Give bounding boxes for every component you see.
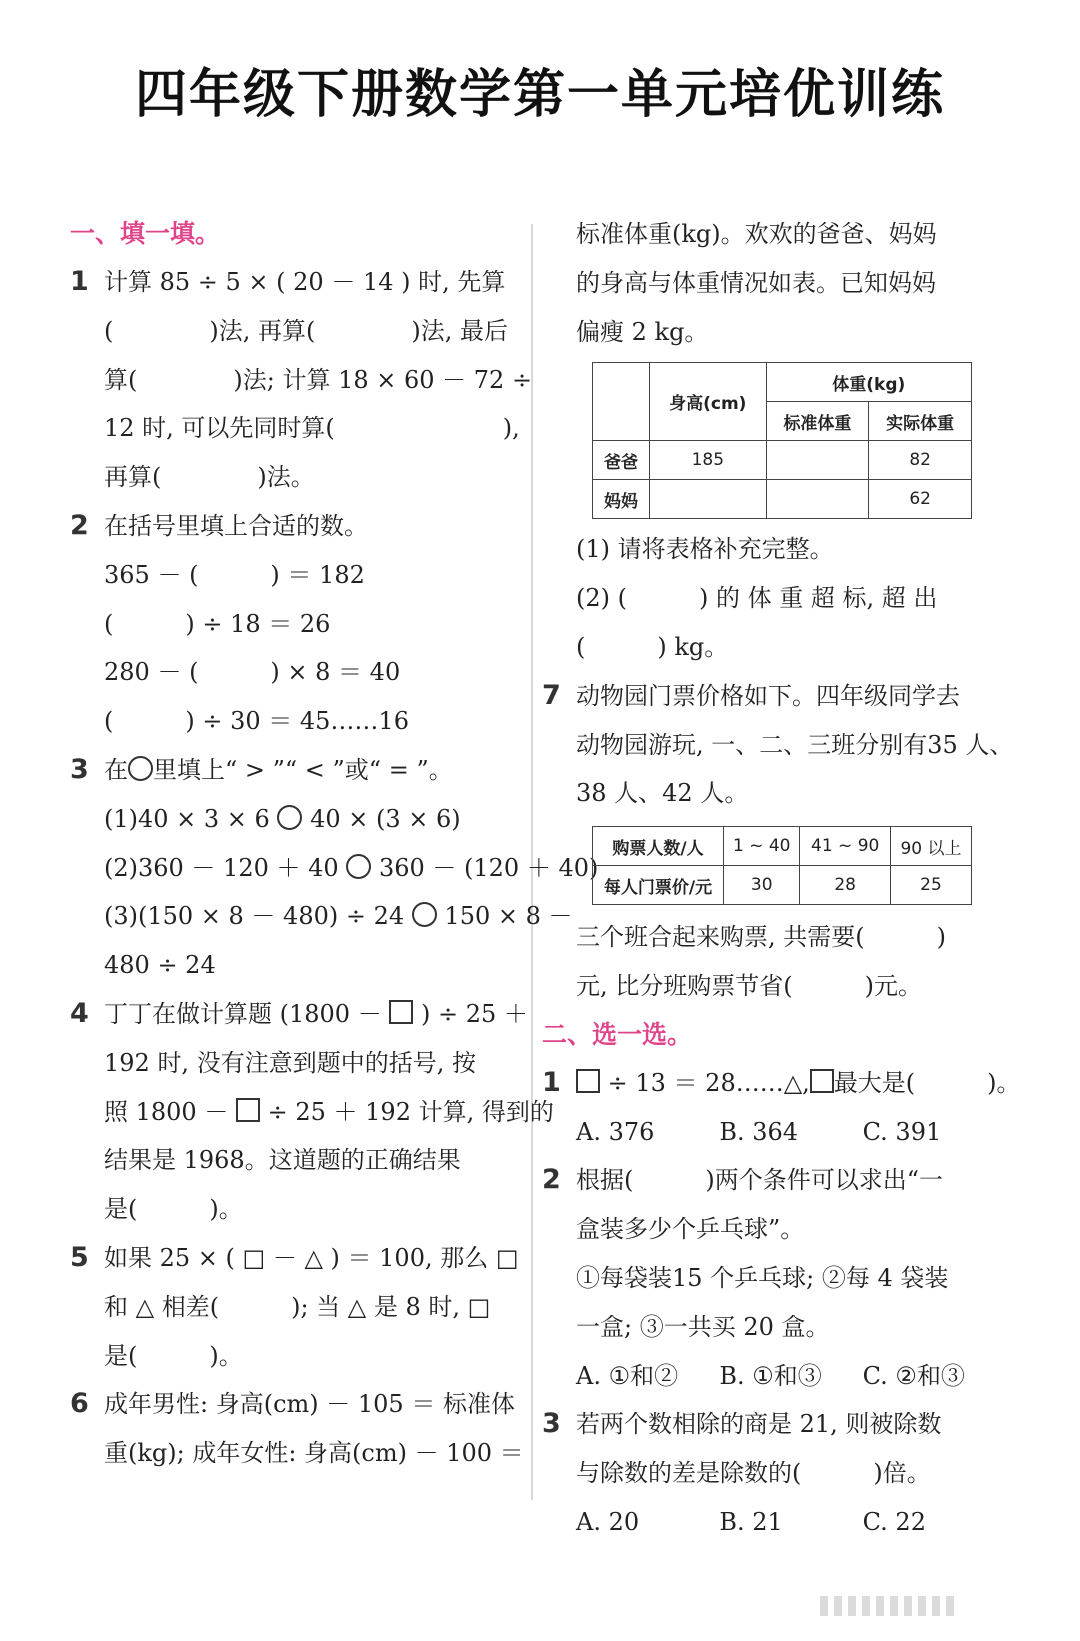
question-number: 2	[70, 509, 89, 541]
question-text: 计算 85 ÷ 5 × ( 20 － 14 ) 时, 先算	[104, 268, 506, 296]
question-text: 三个班合起来购票, 共需要( )	[576, 923, 946, 952]
question-text: 重(kg); 成年女性: 身高(cm) － 100 ＝	[104, 1439, 524, 1468]
question-text: 成年男性: 身高(cm) － 105 ＝ 标准体	[104, 1390, 515, 1419]
table-row	[593, 866, 972, 905]
question-text: ( )法, 再算( )法, 最后	[104, 316, 508, 345]
question-5	[70, 1234, 520, 1283]
question-text: 和 △ 相差( ); 当 △ 是 8 时, □	[104, 1292, 491, 1321]
table-cell	[593, 363, 650, 441]
table-header: 身高(cm)	[650, 363, 767, 441]
question-text: 最大是( )。	[833, 1068, 1021, 1097]
table-cell: 62	[869, 480, 972, 519]
question-number: 1	[542, 1066, 561, 1098]
option-a: A. 376	[576, 1117, 655, 1146]
option-c: C. 391	[862, 1117, 942, 1146]
table-cell	[766, 480, 869, 519]
table-row	[593, 441, 972, 480]
question-number: 1	[70, 266, 89, 297]
equation-line: ( ) ÷ 30 ＝ 45……16	[104, 707, 409, 736]
option-a: A. ①和②	[576, 1361, 679, 1390]
question-text: 38 人、42 人。	[576, 779, 749, 808]
question-3	[70, 746, 520, 795]
question-text: ①每袋装15 个乒乓球; ②每 4 袋装	[576, 1263, 949, 1292]
sub-question: ( ) kg。	[576, 632, 729, 661]
table-row	[593, 480, 972, 519]
choice-question-2	[542, 1156, 1006, 1205]
table-cell: 30	[724, 866, 800, 905]
compare-item	[70, 795, 520, 844]
compare-right: 40 × (3 × 6)	[310, 804, 461, 833]
circle-blank-icon	[277, 805, 302, 830]
question-text: ÷ 25 ＋ 192 计算, 得到的	[267, 1097, 554, 1126]
table-cell: 90 以上	[890, 827, 971, 866]
table-header: 购票人数/人	[593, 827, 724, 866]
question-text: 算( )法; 计算 18 × 60 － 72 ÷	[104, 365, 533, 394]
compare-left: (2)360 － 120 ＋ 40	[104, 853, 339, 882]
option-c: C. ②和③	[862, 1361, 965, 1390]
left-column	[70, 210, 599, 1478]
section-heading-fill: 一、填一填。	[70, 219, 221, 248]
question-text: 里填上“ > ”“ < ”或“ = ”。	[153, 755, 453, 784]
right-column	[542, 210, 1021, 1547]
page-title: 四年级下册数学第一单元培优训练	[134, 65, 945, 125]
question-number: 7	[542, 679, 561, 711]
table-cell: 41 ~ 90	[800, 827, 891, 866]
question-2	[70, 502, 520, 551]
question-text: 一盒; ③一共买 20 盒。	[576, 1312, 830, 1341]
table-cell: 妈妈	[593, 480, 650, 519]
question-text: 是( )。	[104, 1195, 243, 1224]
compare-tail: 480 ÷ 24	[104, 951, 216, 980]
question-text: 再算( )法。	[104, 463, 315, 492]
question-number: 5	[70, 1241, 89, 1273]
table-cell: 82	[869, 441, 972, 480]
question-text: 的身高与体重情况如表。已知妈妈	[576, 268, 936, 297]
question-text: 在括号里填上合适的数。	[104, 511, 368, 540]
question-number: 4	[70, 997, 89, 1029]
square-blank-icon	[810, 1069, 834, 1093]
choice-question-1	[542, 1059, 1021, 1108]
question-text: 盒装多少个乒乓球”。	[576, 1215, 805, 1244]
question-text: 根据( )两个条件可以求出“一	[576, 1166, 943, 1195]
compare-item	[70, 892, 573, 941]
question-text-line	[70, 1088, 554, 1137]
weight-table	[592, 362, 972, 519]
table-header: 标准体重	[766, 402, 869, 441]
question-text: 偏瘦 2 kg。	[576, 317, 709, 346]
table-cell	[766, 441, 869, 480]
compare-left: (3)(150 × 8 － 480) ÷ 24	[104, 902, 405, 931]
square-blank-icon	[389, 1000, 413, 1024]
square-blank-icon	[576, 1069, 600, 1093]
table-cell: 28	[800, 866, 891, 905]
choice-question-3	[542, 1400, 1006, 1449]
option-b: B. 21	[719, 1507, 783, 1536]
question-text: 在	[104, 755, 128, 784]
question-text: 照 1800 －	[104, 1097, 229, 1126]
table-cell: 185	[650, 441, 767, 480]
table-cell: 1 ~ 40	[724, 827, 800, 866]
question-6	[70, 1380, 520, 1429]
sub-question: (2) ( ) 的 体 重 超 标, 超 出	[576, 584, 938, 613]
question-text: 若两个数相除的商是 21, 则被除数	[576, 1410, 942, 1439]
question-1	[70, 258, 520, 307]
equation-line: 280 － ( ) × 8 ＝ 40	[104, 658, 401, 687]
compare-right: 150 × 8 －	[444, 902, 573, 931]
question-number: 3	[70, 753, 89, 785]
option-a: A. 20	[576, 1507, 640, 1536]
compare-right: 360 － (120 ＋ 40)	[378, 853, 599, 882]
question-text: 12 时, 可以先同时算( ),	[104, 414, 520, 443]
question-text: ) ÷ 25 ＋	[420, 999, 528, 1028]
circle-blank-icon	[412, 902, 437, 927]
equation-line: 365 － ( ) ＝ 182	[104, 560, 365, 589]
table-header: 每人门票价/元	[593, 866, 724, 905]
question-number: 2	[542, 1164, 561, 1196]
question-number: 6	[70, 1388, 89, 1420]
table-header: 实际体重	[869, 402, 972, 441]
question-text: 如果 25 × ( □ － △ ) ＝ 100, 那么 □	[104, 1243, 519, 1272]
question-text: 与除数的差是除数的( )倍。	[576, 1459, 931, 1488]
question-text: 动物园门票价格如下。四年级同学去	[576, 681, 960, 710]
question-7	[542, 672, 1006, 721]
question-text: 动物园游玩, 一、二、三班分别有35 人、	[576, 730, 1014, 759]
section-heading-choose: 二、选一选。	[542, 1019, 693, 1049]
table-cell	[650, 480, 767, 519]
question-text: 结果是 1968。这道题的正确结果	[104, 1146, 461, 1175]
compare-left: (1)40 × 3 × 6	[104, 804, 270, 833]
table-row	[593, 827, 972, 866]
watermark-barcode	[820, 1596, 1020, 1616]
option-b: B. ①和③	[719, 1361, 822, 1390]
square-blank-icon	[236, 1098, 260, 1122]
circle-blank-icon	[346, 854, 371, 879]
table-header: 体重(kg)	[766, 363, 971, 402]
question-text: 是( )。	[104, 1341, 243, 1370]
table-cell: 爸爸	[593, 441, 650, 480]
question-text: 元, 比分班购票节省( )元。	[576, 971, 922, 1000]
question-text: 标准体重(kg)。欢欢的爸爸、妈妈	[576, 220, 937, 248]
answer-options	[576, 1498, 1006, 1547]
equation-line: ( ) ÷ 18 ＝ 26	[104, 609, 331, 638]
ticket-price-table	[592, 826, 972, 905]
question-4	[70, 990, 528, 1039]
answer-options	[576, 1352, 1006, 1401]
sub-question: (1) 请将表格补充完整。	[576, 535, 834, 564]
question-number: 3	[542, 1408, 561, 1440]
circle-blank-icon	[128, 756, 153, 781]
question-text: 192 时, 没有注意到题中的括号, 按	[104, 1048, 476, 1077]
table-cell: 25	[890, 866, 971, 905]
answer-options	[576, 1108, 1006, 1157]
question-text: ÷ 13 ＝ 28……△,	[607, 1068, 810, 1097]
option-b: B. 364	[719, 1117, 799, 1146]
compare-item	[70, 844, 599, 893]
option-c: C. 22	[862, 1507, 926, 1536]
question-text: 丁丁在做计算题 (1800 －	[104, 999, 382, 1028]
